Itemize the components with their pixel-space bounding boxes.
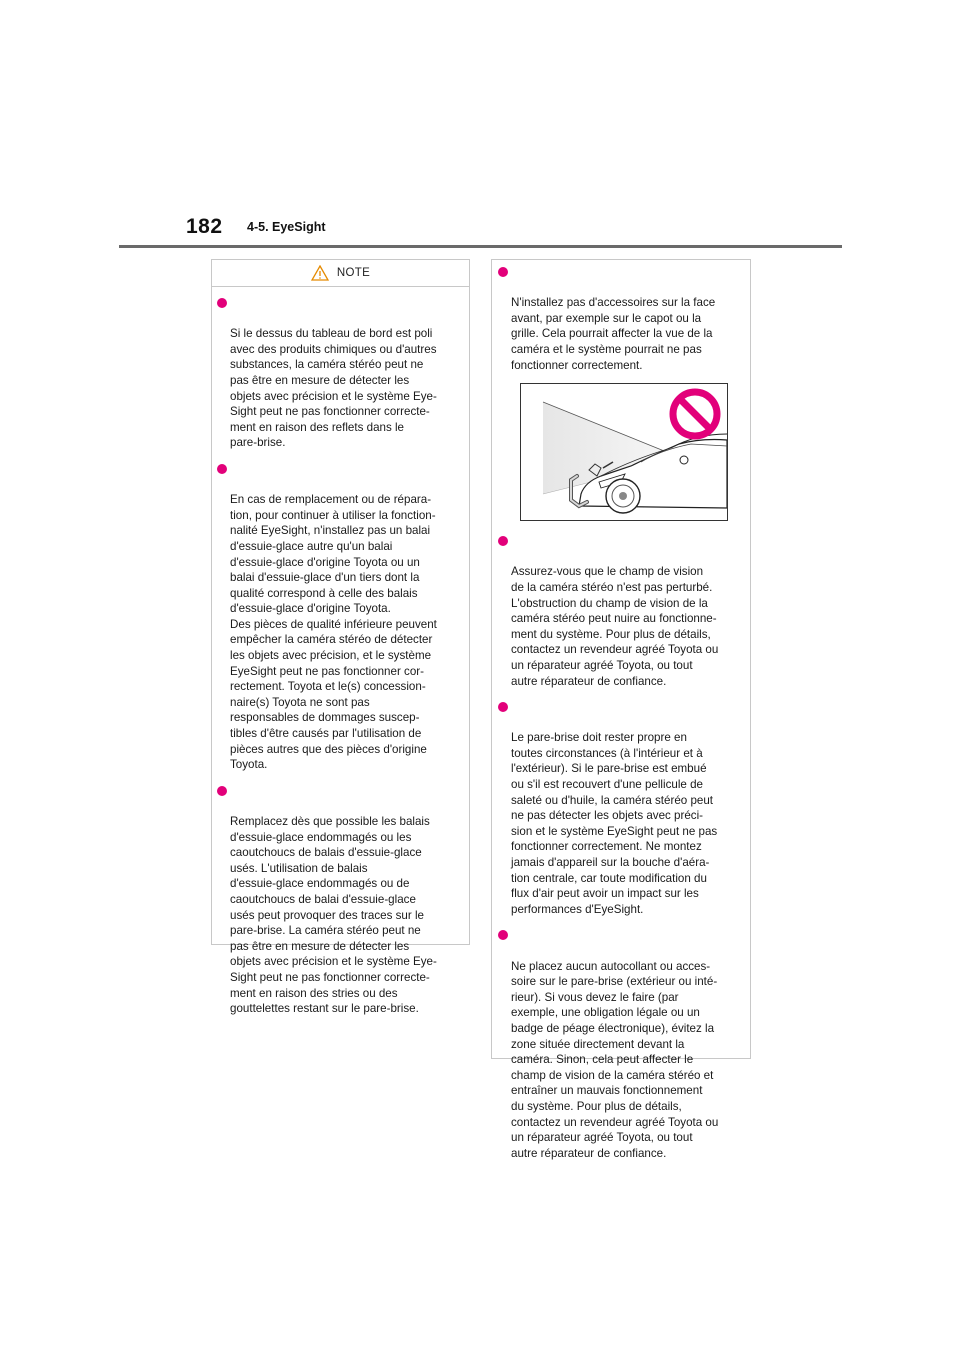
bullet-icon xyxy=(498,536,508,546)
page-number: 182 xyxy=(186,215,223,238)
note-item-text: Remplacez dès que possible les balais d'essuie-glace endommagés ou les caoutchoucs de balais d'essuie-glace usés. L'utilisation de balais d'essuie-glace endommagés ou de caoutchoucs de balai d'essuie-glace usés peut provoquer des traces sur le pare-brise. La caméra stéréo peut ne pas être en mesure de détecter les objets avec précision et le système Eye- Sight peut ne pas fonctionner correcte- ment en raison des stries ou des gouttelettes restant sur le pare-brise. xyxy=(230,815,437,1016)
note-item xyxy=(214,461,465,773)
warning-triangle-icon xyxy=(311,265,329,281)
bullet-icon xyxy=(498,267,508,277)
car-front-illustration xyxy=(521,384,727,520)
note-header xyxy=(212,260,469,287)
note-box xyxy=(211,259,470,1016)
note-item-text: En cas de remplacement ou de répara- tion, pour continuer à utiliser la fonction- nalité EyeSight, n'installez pas un balai d'essuie-glace autre qu'un balai d'essuie-glace d'origine Toyota ou un balai d'essuie-glace d'un tiers dont la qualité correspond à celle des balais d'essuie-glace d'origine Toyota. Des pièces de qualité inférieure peuvent empêcher la caméra stéréo de détecter les objets avec précision, et le système EyeSight peut ne pas fonctionner cor- rectement. Toyota et le(s) concession- naire(s) Toyota ne sont pas responsables de dommages suscep- tibles d'être causés par l'utilisation de pièces autres que des pièces d'origine Toyota. xyxy=(230,493,437,772)
header-divider xyxy=(119,245,842,248)
bullet-icon xyxy=(217,786,227,796)
note-item xyxy=(494,927,746,1161)
bullet-icon xyxy=(217,464,227,474)
note-label: NOTE xyxy=(336,267,371,279)
note-item-text: Assurez-vous que le champ de vision de la caméra stéréo n'est pas perturbé. L'obstruction du champ de vision de la caméra stéréo peut nuire au fonctionne- ment du système. Pour plus de détails, contactez un revendeur agréé Toyota ou un réparateur agréé Toyota, ou tout autre réparateur de confiance. xyxy=(511,565,719,688)
note-item-text: Si le dessus du tableau de bord est poli avec des produits chimiques ou d'autres substances, la caméra stéréo peut ne pas être en mesure de détecter les objets avec précision et le système Eye- Sight peut ne pas fonctionner correcte- ment en raison des reflets dans le pare-brise. xyxy=(230,327,437,450)
note-continuation-box xyxy=(491,259,751,1160)
illustration-figure xyxy=(520,383,728,521)
bullet-icon xyxy=(498,702,508,712)
note-item xyxy=(214,295,465,451)
bullet-icon xyxy=(498,930,508,940)
note-item-text: Le pare-brise doit rester propre en toutes circonstances (à l'intérieur et à l'extérieur). Si le pare-brise est embué ou s'il est recouvert d'une pellicule de saleté ou d'huile, la caméra stéréo peut ne pas détecter les objets avec préci- sion et le système EyeSight peut ne pas fonctionner correctement. Ne montez jamais d'appareil sur la bouche d'aéra- tion centrale, car toute modification du flux d'air peut avoir un impact sur les performances d'EyeSight. xyxy=(511,731,718,916)
note-item-text: Ne placez aucun autocollant ou acces- soire sur le pare-brise (extérieur ou inté- rieur). Si vous devez le faire (par exemple, une obligation légale ou un badge de péage électronique), évitez la zone située directement devant la caméra. Sinon, cela peut affecter le champ de vision de la caméra stéréo et entraîner un mauvais fonctionnement du système. Pour plus de détails, contactez un revendeur agréé Toyota ou un réparateur agréé Toyota, ou tout autre réparateur de confiance. xyxy=(511,959,719,1160)
note-item xyxy=(494,264,746,373)
note-item xyxy=(214,783,465,1017)
section-title: 4-5. EyeSight xyxy=(247,220,326,234)
note-item xyxy=(494,533,746,689)
prohibited-icon xyxy=(673,392,717,436)
note-item xyxy=(494,699,746,917)
note-item-text: N'installez pas d'accessoires sur la face avant, par exemple sur le capot ou la grille. Cela pourrait affecter la vue de la caméra et le système pourrait ne pas fonctionner correctement. xyxy=(511,296,716,372)
bullet-icon xyxy=(217,298,227,308)
